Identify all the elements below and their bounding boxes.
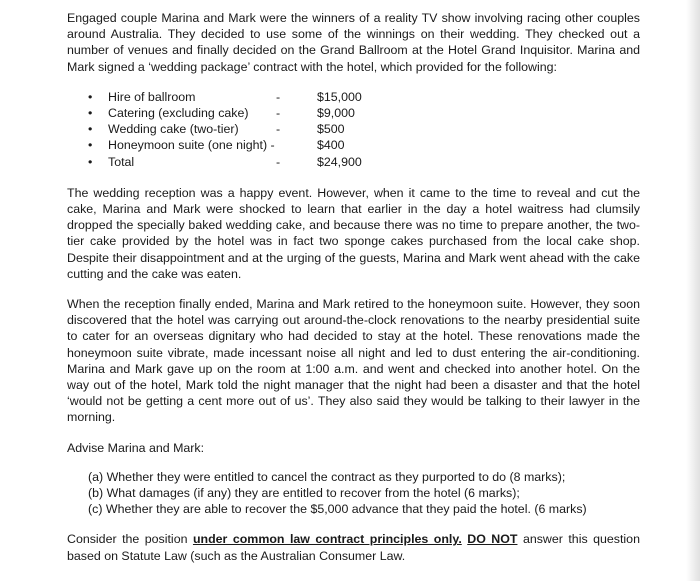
intro-paragraph: Engaged couple Marina and Mark were the winners of a reality TV show involving racing other couples around Australia. They decided to use some of the winnings on their wedding. They checked out a number of venues and finally decided on the Grand Ballroom at the Hotel Grand Inquisitor. Marina and Mark signed a ‘wedding package’ contract with the hotel, which provided for the following: [67, 11, 640, 74]
honeymoon-suite-paragraph: When the reception finally ended, Marina and Mark retired to the honeymoon suite. However, they soon discovered that the hotel was carrying out around-the-clock renovations to the nearby presidential suite to cater for an overseas dignitary who had decided to stay at the hotel. These renovations made the honeymoon suite vibrate, made incessant noise all night and led to dust entering the air-conditioning. Marina and Mark gave up on the room at 1:00 a.m. and went and checked into another hotel. On the way out of the hotel, Mark told the night manager that the night had been a disaster and that the hotel ‘would not be getting a cent more out of us’. They also said they would be talking to their lawyer in the morning. [67, 296, 640, 425]
list-item [67, 154, 640, 170]
bullet-icon: • [88, 138, 93, 153]
item-label: Honeymoon suite (one night) - [108, 138, 275, 153]
bullet-icon: • [88, 154, 93, 169]
page-edge-shadow [686, 0, 700, 581]
bullet-icon: • [88, 106, 93, 120]
item-amount: $400 [317, 138, 345, 153]
item-label: Catering (excluding cake) [108, 106, 249, 120]
item-label: Wedding cake (two-tier) [108, 122, 239, 137]
list-item [67, 89, 640, 105]
question-list [67, 469, 640, 518]
question-b: (b) What damages (if any) they are entitled to recover from the hotel (6 marks); [88, 486, 520, 500]
list-item [67, 105, 640, 121]
question-a: (a) Whether they were entitled to cancel the contract as they purported to do (8 marks); [88, 469, 566, 484]
instruction-text: Consider the position [67, 532, 193, 547]
item-dash: - [276, 89, 281, 104]
item-label: Total [108, 154, 135, 169]
item-amount: $24,900 [317, 154, 362, 169]
bullet-icon: • [88, 122, 93, 137]
list-item [67, 121, 640, 137]
instruction-emphasis-do-not: DO NOT [467, 532, 518, 547]
item-amount: $15,000 [317, 89, 362, 104]
advise-heading: Advise Marina and Mark: [67, 440, 205, 455]
item-amount: $500 [317, 122, 345, 137]
instruction-paragraph [67, 531, 640, 563]
item-dash: - [276, 154, 281, 169]
item-amount: $9,000 [317, 106, 355, 120]
list-item [67, 137, 640, 153]
instruction-emphasis-common-law: under common law contract principles only. [192, 532, 462, 547]
item-dash: - [276, 106, 281, 120]
question-c: (c) Whether they are able to recover the $5,000 advance that they paid the hotel. (6 marks) [88, 502, 587, 517]
bullet-icon: • [88, 89, 93, 104]
wedding-package-list [67, 89, 640, 170]
reception-paragraph: The wedding reception was a happy event. However, when it came to the time to reveal and cut the cake, Marina and Mark were shocked to learn that earlier in the day a hotel waitress had clumsily dropped the specially baked wedding cake, and because there was no time to prepare another, the two-tier cake provided by the hotel was in fact two sponge cakes purchased from the local cake shop. Despite their disappointment and at the urging of the guests, Marina and Mark went ahead with the cake cutting and the cake was eaten. [67, 185, 640, 281]
item-dash: - [276, 122, 281, 137]
instruction-text-end: answer this question based on Statute Law (such as the Australian Consumer Law. [67, 532, 640, 563]
item-label: Hire of ballroom [108, 89, 196, 104]
